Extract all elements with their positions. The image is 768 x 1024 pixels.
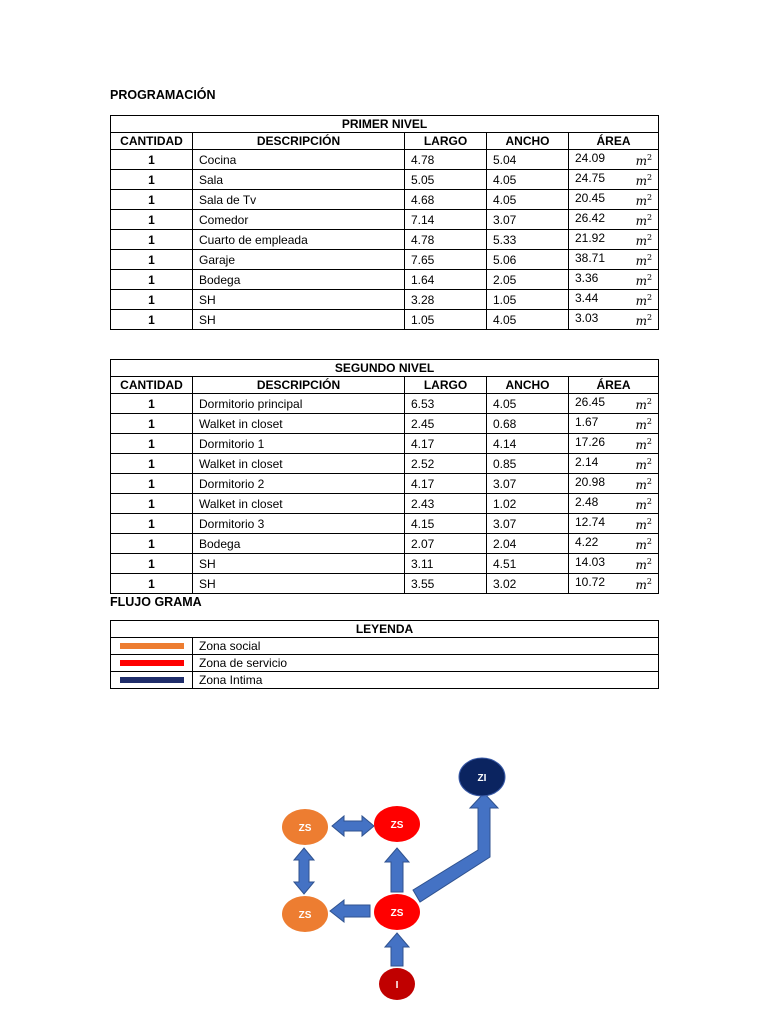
- area-unit-exp: 2: [646, 497, 653, 506]
- cell-largo: 1.64: [405, 270, 487, 290]
- area-unit: [636, 150, 652, 169]
- area-unit: [636, 290, 652, 309]
- cell-area: [569, 494, 659, 514]
- area-unit-base: m: [635, 498, 647, 512]
- area-unit: [636, 270, 652, 289]
- area-value: 3.36: [575, 271, 599, 285]
- table-row: [111, 290, 659, 310]
- cell-ancho: 4.05: [487, 170, 569, 190]
- cell-area: [569, 454, 659, 474]
- area-unit-base: m: [635, 398, 647, 412]
- area-value: 26.45: [575, 395, 606, 409]
- cell-largo: 2.07: [405, 534, 487, 554]
- cell-area: [569, 190, 659, 210]
- legend-title: LEYENDA: [111, 621, 659, 638]
- node-zi-label: ZI: [477, 773, 487, 784]
- area-unit: [636, 494, 652, 513]
- table-row: [111, 170, 659, 190]
- cell-area: [569, 290, 659, 310]
- cell-area: [569, 150, 659, 170]
- area-unit-base: m: [635, 174, 647, 188]
- node-zs-social-bottom: [282, 896, 328, 932]
- cell-descripcion: Dormitorio 3: [193, 514, 405, 534]
- area-unit-exp: 2: [646, 253, 653, 262]
- area-value: 2.14: [575, 455, 599, 469]
- area-unit: [636, 190, 652, 209]
- table-row: [111, 434, 659, 454]
- cell-largo: 3.28: [405, 290, 487, 310]
- cell-cantidad: 1: [111, 554, 193, 574]
- area-unit-base: m: [635, 194, 647, 208]
- cell-ancho: 1.02: [487, 494, 569, 514]
- table-row: [111, 474, 659, 494]
- cell-descripcion: SH: [193, 290, 405, 310]
- area-unit-base: m: [635, 418, 647, 432]
- arrow-servicio-to-intima: [413, 793, 498, 902]
- cell-cantidad: 1: [111, 414, 193, 434]
- cell-area: [569, 310, 659, 330]
- arrow-social-servicio-top: [332, 816, 374, 836]
- cell-area: [569, 434, 659, 454]
- cell-cantidad: 1: [111, 250, 193, 270]
- cell-largo: 4.17: [405, 474, 487, 494]
- cell-cantidad: 1: [111, 454, 193, 474]
- area-unit-exp: 2: [646, 517, 653, 526]
- legend-swatch-social: [120, 643, 184, 649]
- area-unit-exp: 2: [646, 233, 653, 242]
- cell-ancho: 3.02: [487, 574, 569, 594]
- node-zs-social-top-label: ZS: [298, 823, 312, 834]
- area-value: 14.03: [575, 555, 606, 569]
- cell-ancho: 4.51: [487, 554, 569, 574]
- cell-cantidad: 1: [111, 574, 193, 594]
- cell-largo: 3.11: [405, 554, 487, 574]
- area-unit-exp: 2: [646, 273, 653, 282]
- area-unit-base: m: [635, 314, 647, 328]
- cell-largo: 4.78: [405, 150, 487, 170]
- area-unit-base: m: [635, 154, 647, 168]
- cell-ancho: 0.68: [487, 414, 569, 434]
- legend-row-intima: [111, 672, 659, 689]
- node-zs-servicio-bottom: [374, 894, 420, 930]
- cell-cantidad: 1: [111, 494, 193, 514]
- cell-ancho: 4.14: [487, 434, 569, 454]
- area-value: 1.67: [575, 415, 599, 429]
- area-unit-exp: 2: [646, 293, 653, 302]
- area-unit: [636, 394, 652, 413]
- cell-ancho: 3.07: [487, 514, 569, 534]
- col-header-cantidad: CANTIDAD: [111, 133, 193, 150]
- cell-ancho: 4.05: [487, 394, 569, 414]
- area-unit-base: m: [635, 558, 647, 572]
- area-value: 24.75: [575, 171, 606, 185]
- cell-descripcion: SH: [193, 574, 405, 594]
- cell-cantidad: 1: [111, 190, 193, 210]
- primer-nivel-title: PRIMER NIVEL: [111, 116, 659, 133]
- table-row: [111, 534, 659, 554]
- cell-largo: 4.78: [405, 230, 487, 250]
- cell-ancho: 4.05: [487, 310, 569, 330]
- area-unit: [636, 514, 652, 533]
- table-row: [111, 230, 659, 250]
- area-value: 20.45: [575, 191, 606, 205]
- area-unit-exp: 2: [646, 417, 653, 426]
- cell-cantidad: 1: [111, 474, 193, 494]
- cell-largo: 7.14: [405, 210, 487, 230]
- node-zi: [459, 758, 505, 796]
- cell-ancho: 3.07: [487, 474, 569, 494]
- segundo-nivel-title: SEGUNDO NIVEL: [111, 360, 659, 377]
- legend-label-social: Zona social: [193, 638, 659, 655]
- node-zs-servicio-top: [374, 806, 420, 842]
- legend-row-servicio: [111, 655, 659, 672]
- cell-descripcion: Walket in closet: [193, 494, 405, 514]
- cell-descripcion: Walket in closet: [193, 414, 405, 434]
- table-row: [111, 394, 659, 414]
- cell-descripcion: Dormitorio 2: [193, 474, 405, 494]
- cell-descripcion: Bodega: [193, 534, 405, 554]
- area-unit-base: m: [635, 578, 647, 592]
- area-unit-exp: 2: [646, 457, 653, 466]
- node-zs-social-top: [282, 809, 328, 845]
- area-unit: [636, 454, 652, 473]
- cell-cantidad: 1: [111, 170, 193, 190]
- cell-ancho: 2.05: [487, 270, 569, 290]
- legend-table: [110, 620, 659, 689]
- cell-area: [569, 474, 659, 494]
- cell-cantidad: 1: [111, 514, 193, 534]
- cell-largo: 5.05: [405, 170, 487, 190]
- cell-ancho: 5.04: [487, 150, 569, 170]
- area-unit: [636, 170, 652, 189]
- cell-descripcion: Cocina: [193, 150, 405, 170]
- cell-descripcion: Bodega: [193, 270, 405, 290]
- cell-largo: 4.17: [405, 434, 487, 454]
- col-header-largo: LARGO: [405, 377, 487, 394]
- cell-cantidad: 1: [111, 310, 193, 330]
- area-value: 2.48: [575, 495, 599, 509]
- segundo-nivel-table: [110, 359, 659, 594]
- cell-descripcion: Garaje: [193, 250, 405, 270]
- cell-area: [569, 574, 659, 594]
- table-row: [111, 190, 659, 210]
- area-unit-exp: 2: [646, 437, 653, 446]
- col-header-area: ÁREA: [569, 133, 659, 150]
- area-unit-exp: 2: [646, 557, 653, 566]
- area-unit-base: m: [635, 458, 647, 472]
- cell-area: [569, 534, 659, 554]
- cell-cantidad: 1: [111, 270, 193, 290]
- cell-largo: 4.68: [405, 190, 487, 210]
- area-value: 21.92: [575, 231, 606, 245]
- area-unit-exp: 2: [646, 477, 653, 486]
- area-unit: [636, 554, 652, 573]
- area-unit-exp: 2: [646, 173, 653, 182]
- cell-descripcion: Cuarto de empleada: [193, 230, 405, 250]
- cell-largo: 2.43: [405, 494, 487, 514]
- area-unit: [636, 250, 652, 269]
- flow-diagram: [0, 740, 768, 1024]
- area-value: 24.09: [575, 151, 606, 165]
- cell-area: [569, 210, 659, 230]
- area-value: 26.42: [575, 211, 606, 225]
- node-zs-servicio-top-label: ZS: [390, 820, 404, 831]
- cell-area: [569, 414, 659, 434]
- cell-cantidad: 1: [111, 210, 193, 230]
- cell-area: [569, 554, 659, 574]
- legend-swatch-intima: [120, 677, 184, 683]
- area-unit-exp: 2: [646, 397, 653, 406]
- table-row: [111, 574, 659, 594]
- cell-largo: 4.15: [405, 514, 487, 534]
- area-unit-exp: 2: [646, 537, 653, 546]
- area-unit-base: m: [635, 478, 647, 492]
- area-unit-exp: 2: [646, 313, 653, 322]
- area-unit-exp: 2: [646, 153, 653, 162]
- node-zs-servicio-bottom-label: ZS: [390, 908, 404, 919]
- area-unit-exp: 2: [646, 577, 653, 586]
- area-value: 4.22: [575, 535, 599, 549]
- col-header-descripcion: DESCRIPCIÓN: [193, 133, 405, 150]
- cell-area: [569, 394, 659, 414]
- cell-descripcion: Walket in closet: [193, 454, 405, 474]
- legend-row-social: [111, 638, 659, 655]
- table-row: [111, 310, 659, 330]
- area-unit-base: m: [635, 538, 647, 552]
- node-ingreso: [379, 968, 415, 1000]
- cell-descripcion: Sala: [193, 170, 405, 190]
- primer-nivel-table: [110, 115, 659, 330]
- flujo-grama-heading: FLUJO GRAMA: [110, 595, 202, 609]
- table-row: [111, 150, 659, 170]
- legend-label-servicio: Zona de servicio: [193, 655, 659, 672]
- cell-ancho: 1.05: [487, 290, 569, 310]
- cell-descripcion: SH: [193, 554, 405, 574]
- table-row: [111, 210, 659, 230]
- table-row: [111, 514, 659, 534]
- area-value: 10.72: [575, 575, 606, 589]
- area-unit-base: m: [635, 254, 647, 268]
- table-row: [111, 494, 659, 514]
- cell-area: [569, 230, 659, 250]
- col-header-descripcion: DESCRIPCIÓN: [193, 377, 405, 394]
- area-value: 3.03: [575, 311, 599, 325]
- cell-cantidad: 1: [111, 434, 193, 454]
- node-zs-social-bottom-label: ZS: [298, 910, 312, 921]
- area-unit: [636, 210, 652, 229]
- cell-largo: 3.55: [405, 574, 487, 594]
- area-unit-exp: 2: [646, 193, 653, 202]
- area-value: 17.26: [575, 435, 606, 449]
- area-unit-base: m: [635, 438, 647, 452]
- cell-cantidad: 1: [111, 534, 193, 554]
- area-unit: [636, 474, 652, 493]
- area-unit-base: m: [635, 234, 647, 248]
- legend-label-intima: Zona Intima: [193, 672, 659, 689]
- col-header-ancho: ANCHO: [487, 133, 569, 150]
- area-unit-base: m: [635, 274, 647, 288]
- area-unit: [636, 434, 652, 453]
- table-row: [111, 554, 659, 574]
- table-title-row: [111, 360, 659, 377]
- area-unit-exp: 2: [646, 213, 653, 222]
- cell-descripcion: Dormitorio principal: [193, 394, 405, 414]
- area-unit: [636, 414, 652, 433]
- area-unit: [636, 310, 652, 329]
- area-unit-base: m: [635, 214, 647, 228]
- programacion-heading: PROGRAMACIÓN: [110, 88, 216, 102]
- cell-ancho: 3.07: [487, 210, 569, 230]
- col-header-largo: LARGO: [405, 133, 487, 150]
- area-unit-base: m: [635, 518, 647, 532]
- cell-cantidad: 1: [111, 290, 193, 310]
- area-value: 12.74: [575, 515, 606, 529]
- cell-cantidad: 1: [111, 230, 193, 250]
- cell-ancho: 4.05: [487, 190, 569, 210]
- cell-largo: 1.05: [405, 310, 487, 330]
- cell-area: [569, 514, 659, 534]
- cell-largo: 6.53: [405, 394, 487, 414]
- table-row: [111, 454, 659, 474]
- cell-largo: 7.65: [405, 250, 487, 270]
- area-unit-base: m: [635, 294, 647, 308]
- cell-largo: 2.45: [405, 414, 487, 434]
- cell-area: [569, 250, 659, 270]
- arrow-social-vertical: [294, 848, 314, 894]
- col-header-area: ÁREA: [569, 377, 659, 394]
- table-row: [111, 414, 659, 434]
- cell-ancho: 2.04: [487, 534, 569, 554]
- cell-ancho: 0.85: [487, 454, 569, 474]
- cell-ancho: 5.06: [487, 250, 569, 270]
- cell-cantidad: 1: [111, 150, 193, 170]
- table-title-row: [111, 116, 659, 133]
- cell-descripcion: Dormitorio 1: [193, 434, 405, 454]
- cell-descripcion: Sala de Tv: [193, 190, 405, 210]
- table-row: [111, 270, 659, 290]
- cell-area: [569, 170, 659, 190]
- table-row: [111, 250, 659, 270]
- table-header-row: [111, 133, 659, 150]
- arrow-ingreso-up: [385, 933, 409, 966]
- area-unit: [636, 574, 652, 593]
- cell-descripcion: Comedor: [193, 210, 405, 230]
- arrow-servicio-up: [385, 848, 409, 892]
- legend-swatch-servicio: [120, 660, 184, 666]
- area-unit: [636, 230, 652, 249]
- cell-area: [569, 270, 659, 290]
- cell-cantidad: 1: [111, 394, 193, 414]
- arrow-servicio-to-social: [330, 900, 370, 922]
- table-header-row: [111, 377, 659, 394]
- cell-largo: 2.52: [405, 454, 487, 474]
- col-header-ancho: ANCHO: [487, 377, 569, 394]
- area-unit: [636, 534, 652, 553]
- node-ingreso-label: I: [395, 980, 399, 991]
- area-value: 20.98: [575, 475, 606, 489]
- cell-descripcion: SH: [193, 310, 405, 330]
- legend-title-row: [111, 621, 659, 638]
- cell-ancho: 5.33: [487, 230, 569, 250]
- area-value: 3.44: [575, 291, 599, 305]
- col-header-cantidad: CANTIDAD: [111, 377, 193, 394]
- area-value: 38.71: [575, 251, 606, 265]
